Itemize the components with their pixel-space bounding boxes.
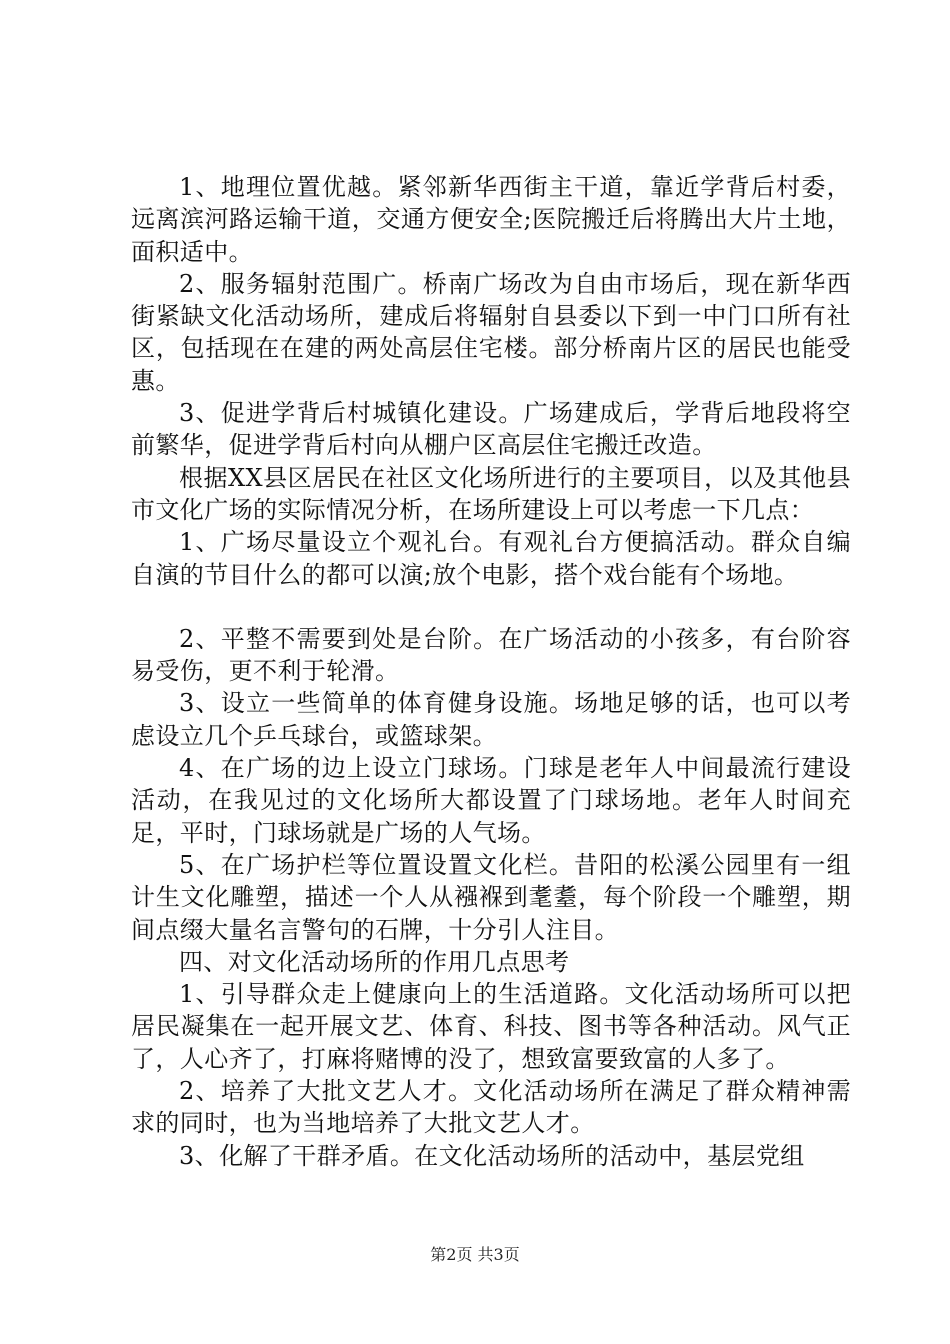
paragraph-service-range: 2、服务辐射范围广。桥南广场改为自由市场后，现在新华西街紧缺文化活动场所，建成后将辐射自县委以下到一中门口所有社区，包括现在在建的两处高层住宅楼。部分桥南片区的居民也能受惠。	[131, 269, 851, 395]
paragraph-gateball-court: 4、在广场的边上设立门球场。门球是老年人中间最流行建设活动，在我见过的文化场所大都设置了门球场地。老年人时间充足，平时，门球场就是广场的人气场。	[131, 754, 851, 847]
paragraph-culture-board: 5、在广场护栏等位置设置文化栏。昔阳的松溪公园里有一组计生文化雕塑，描述一个人从襁褓到耄耋，每个阶段一个雕塑，期间点缀大量名言警句的石牌，十分引人注目。	[131, 850, 851, 944]
paragraph-healthy-life: 1、引导群众走上健康向上的生活道路。文化活动场所可以把居民凝集在一起开展文艺、体育、科技、图书等各种活动。风气正了，人心齐了，打麻将赌博的没了，想致富要致富的人多了。	[131, 980, 851, 1073]
paragraph-analysis-intro: 根据XX县区居民在社区文化场所进行的主要项目，以及其他县市文化广场的实际情况分析，在场所建设上可以考虑一下几点：	[131, 463, 851, 524]
section-heading-reflections: 四、对文化活动场所的作用几点思考	[179, 947, 570, 976]
paragraph-viewing-stand: 1、广场尽量设立个观礼台。有观礼台方便搞活动。群众自编自演的节目什么的都可以演;放个电影，搭个戏台能有个场地。	[131, 528, 851, 589]
paragraph-resolve-conflicts: 3、化解了干群矛盾。在文化活动场所的活动中，基层党组	[179, 1141, 805, 1170]
paragraph-art-talent: 2、培养了大批文艺人才。文化活动场所在满足了群众精神需求的同时，也为当地培养了大批文艺人才。	[131, 1077, 851, 1138]
paragraph-urbanization: 3、促进学背后村城镇化建设。广场建成后，学背后地段将空前繁华，促进学背后村向从棚户区高层住宅搬迁改造。	[131, 399, 851, 460]
document-body	[131, 171, 851, 1172]
paragraph-location-advantage: 1、地理位置优越。紧邻新华西街主干道，靠近学背后村委，远离滨河路运输干道，交通方便安全;医院搬迁后将腾出大片土地，面积适中。	[131, 173, 851, 266]
paragraph-fitness-facilities: 3、设立一些简单的体育健身设施。场地足够的话，也可以考虑设立几个乒乓球台，或篮球架。	[131, 689, 851, 750]
paragraph-no-steps: 2、平整不需要到处是台阶。在广场活动的小孩多，有台阶容易受伤，更不利于轮滑。	[131, 624, 851, 686]
page-footer: 第2页 共3页	[430, 1245, 520, 1264]
